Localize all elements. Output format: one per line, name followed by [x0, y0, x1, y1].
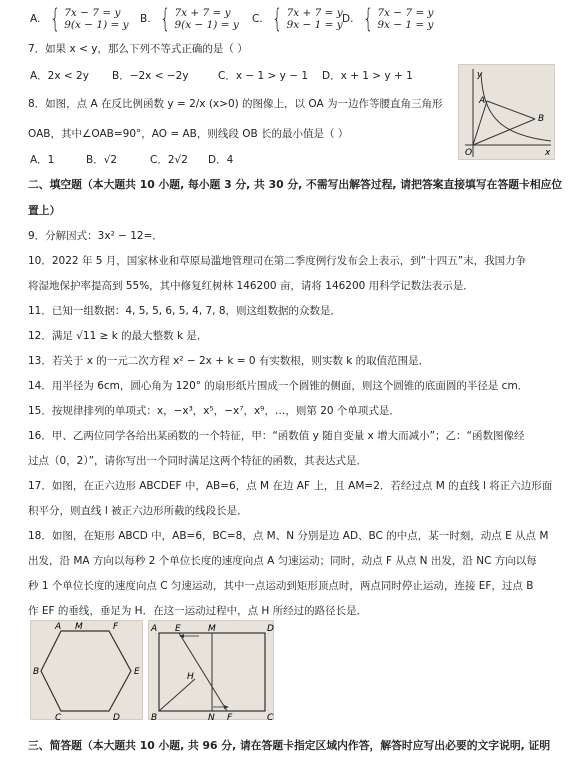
q7-stem: 7．如果 x < y，那么下列不等式正确的是（ ）: [28, 43, 248, 55]
rect-label-h: H: [187, 672, 194, 682]
hex-label-m: M: [75, 622, 83, 632]
hex-label-f: F: [113, 622, 119, 632]
hex-label-c: C: [55, 713, 62, 721]
q8-line1: 8．如图，点 A 在反比例函数 y = 2/x (x>0) 的图像上，以 OA 为一边作等腰直角三角形: [28, 98, 443, 110]
q8-fig-o-label: O: [465, 148, 473, 158]
q8-fig-b-label: B: [538, 114, 545, 124]
section-2-heading-line1: 二、填空题（本大题共 10 小题, 每小题 3 分, 共 30 分, 不需写出解答过程, 请把答案直接填写在答题卡相应位: [28, 178, 563, 191]
rect-label-e: E: [175, 624, 181, 634]
hex-label-b: B: [33, 667, 40, 677]
q7-option-b: B．−2x < −2y: [112, 70, 189, 82]
rect-label-f: F: [227, 713, 233, 721]
q16-line1: 16．甲、乙两位同学各给出某函数的一个特征，甲：“函数值 y 随自变量 x 增大而减小”；乙：“函数图像经: [28, 430, 525, 442]
q8-fig-x-label: x: [545, 148, 551, 158]
q17-line1: 17．如图，在正六边形 ABCDEF 中，AB=6，点 M 在边 AF 上，且 AM=2．若经过点 M 的直线 l 将正六边形面: [28, 480, 553, 492]
q7-option-d: D．x + 1 > y + 1: [322, 70, 413, 82]
q10-line1: 10．2022 年 5 月，国家林业和草原局滥地管理司在第二季度例行发布会上表示，到“十四五”末，我国力争: [28, 255, 527, 267]
q15: 15．按规律排列的单项式：x，−x³，x⁵，−x⁷，x⁹，…，则第 20 个单项式是．: [28, 405, 400, 417]
rect-label-b: B: [151, 713, 158, 721]
q8-option-b: B．√2: [86, 154, 118, 166]
q16-line2: 过点（0，2）”，请你写出一个同时满足这两个特征的函数，其表达式是．: [28, 455, 368, 467]
q13: 13．若关于 x 的一元二次方程 x² − 2x + k = 0 有实数根，则实数 k 的取值范围是．: [28, 355, 430, 367]
q8-option-a: A．1: [30, 154, 55, 166]
q6-option-c: C. { 7x + 7 = y 9x − 1 = y: [252, 4, 343, 34]
hex-label-a: A: [55, 622, 62, 632]
q18-line4: 作 EF 的垂线，垂足为 H．在这一运动过程中，点 H 所经过的路径长是．: [28, 605, 368, 617]
q18-line2: 出发，沿 MA 方向以每秒 2 个单位长度的速度向点 A 匀速运动；同时，动点 F 从点 N 出发，沿 NC 方向以每: [28, 555, 537, 567]
rect-label-d: D: [267, 624, 274, 634]
rectangle-figure: [148, 620, 274, 720]
rect-label-n: N: [208, 713, 215, 721]
rect-label-a: A: [151, 624, 158, 634]
q18-line1: 18．如图，在矩形 ABCD 中，AB=6，BC=8，点 M、N 分别是边 AD、BC 的中点，某一时刻，动点 E 从点 M: [28, 530, 549, 542]
hex-label-d: D: [113, 713, 120, 721]
q6-option-a: A. { 7x − 7 = y 9(x − 1) = y: [30, 4, 129, 34]
q7-option-c: C．x − 1 > y − 1: [218, 70, 309, 82]
q8-option-d: D．4: [208, 154, 234, 166]
q12: 12．满足 √11 ≥ k 的最大整数 k 是．: [28, 330, 208, 342]
q9: 9．分解因式：3x² − 12=．: [28, 230, 163, 242]
q14: 14．用半径为 6cm，圆心角为 120° 的扇形纸片围成一个圆锥的侧面，则这个圆锥的底面圆的半径是 cm．: [28, 380, 529, 392]
q17-line2: 积平分，则直线 l 被正六边形所截的线段长是．: [28, 505, 248, 517]
q18-line3: 秒 1 个单位长度的速度向点 C 匀速运动，其中一点运动到矩形顶点时，两点同时停止运动，连接 EF，过点 B: [28, 580, 534, 592]
hexagon-figure: [30, 620, 143, 720]
q8-line2: OAB，其中∠OAB=90°，AO = AB，则线段 OB 长的最小值是（ ）: [28, 128, 349, 140]
q8-fig-a-label: A: [479, 96, 486, 106]
q11: 11．已知一组数据：4, 5, 5, 6, 5, 4, 7, 8，则这组数据的众数是．: [28, 305, 342, 317]
hex-label-e: E: [134, 667, 140, 677]
section-2-heading-line2: 置上）: [28, 204, 61, 217]
q8-fig-y-label: y: [477, 70, 483, 80]
q7-option-a: A．2x < 2y: [30, 70, 89, 82]
rect-label-c: C: [267, 713, 274, 721]
rect-label-m: M: [208, 624, 216, 634]
q8-option-c: C．2√2: [150, 154, 188, 166]
q6-option-d: D. { 7x − 7 = y 9x − 1 = y: [342, 4, 434, 34]
q6-option-b: B. { 7x + 7 = y 9(x − 1) = y: [140, 4, 239, 34]
q10-line2: 将湿地保护率提高到 55%，其中修复红树林 146200 亩，请将 146200 用科学记数法表示是．: [28, 280, 474, 292]
q8-figure: [458, 64, 555, 160]
section-3-heading: 三、简答题（本大题共 10 小题, 共 96 分, 请在答题卡指定区域内作答，解答时应写出必要的文字说明, 证明: [28, 739, 551, 752]
